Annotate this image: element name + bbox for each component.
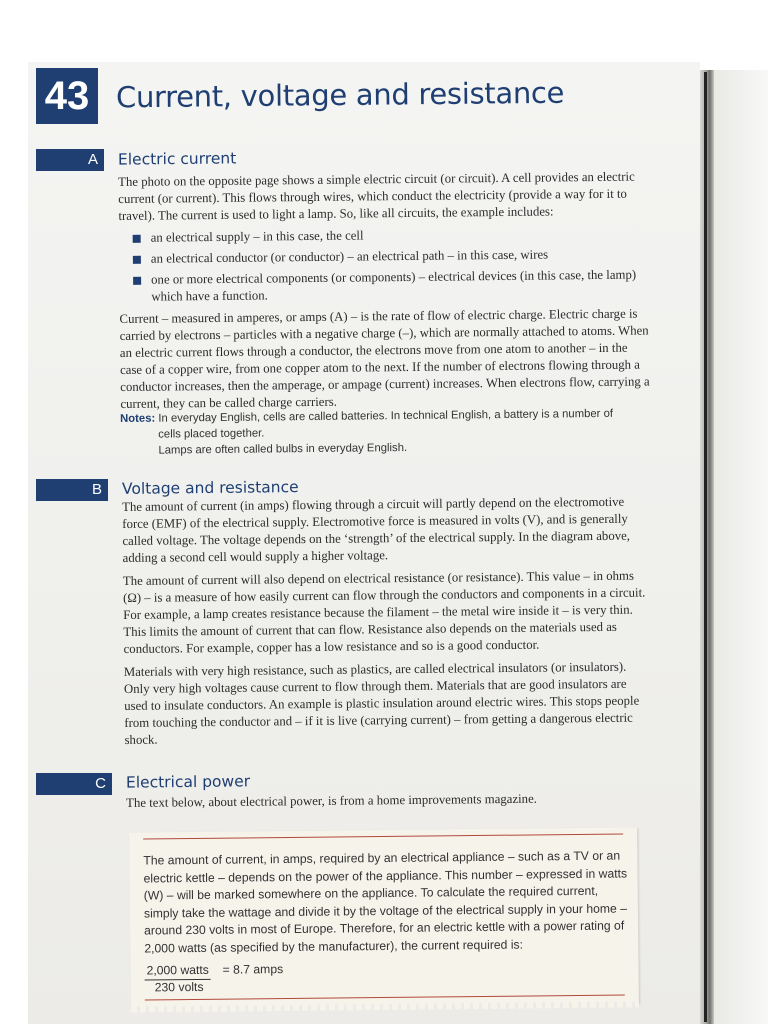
unit-number: 43 [36,68,98,124]
section-a-bullet-list [119,224,650,306]
section-c-heading: Electrical power [125,772,251,792]
facing-page-edge [714,70,768,1024]
fraction-denominator: 230 volts [154,979,204,994]
clipping-top-rule [143,833,623,839]
clipping-text [143,847,632,996]
section-b-marker: B [36,479,108,501]
section-c-intro: The text below, about electrical power, is from a home improvements magazine. [126,791,537,810]
list-item: an electrical conductor (or conductor) – an electrical path – in this case, wires [129,245,649,267]
list-item: one or more electrical components (or components) – electrical devices (in this case, the lamp) which have a function. [129,266,649,305]
section-a-marker: A [36,149,104,171]
section-b-body [122,493,651,748]
clipping-bottom-rule [145,994,625,1000]
section-a-notes [120,405,650,459]
current-calculation [144,957,632,996]
section-a-intro: The photo on the opposite page shows a simple electric circuit (or circuit). A cell provides an electric current (or current). This flows through wires, which conduct the electricity (provide a way for it to travel). The current is used to light a lamp. So, like all circuits, the example includes: [118,169,635,223]
unit-title: Current, voltage and resistance [115,75,565,115]
section-b-voltage-paragraph: The amount of current (in amps) flowing through a circuit will partly depend on the electromotive force (EMF) of the electrical supply. Electromotive force is measured in volts (V), and is generally called voltage. The voltage depends on the ‘strength’ of the electrical supply. In the diagram above, adding a second cell would supply a higher voltage. [122,494,631,565]
list-item: an electrical supply – in this case, the cell [129,224,649,246]
section-c-marker: C [36,773,112,795]
magazine-clipping [129,827,639,1008]
notes-label: Notes: [120,412,156,425]
book-spine [700,70,714,1024]
section-a-current-paragraph: Current – measured in amperes, or amps (A) – is the rate of flow of electric charge. Electric charge is carried by electrons – particles with a negative charge (–), which are normally attached to atoms. When an electric current flows through a conductor, the electrons move from one atom to another – in the case of a copper wire, from one copper atom to the next. If the number of electrons flowing through a conductor increases, then the amperage, or ampage (current) increases. When electrons flow, carrying a current, they can be called charge carriers. [119,306,650,411]
fraction-numerator: 2,000 watts [144,961,211,980]
section-a-body [118,168,650,413]
spine-edge [704,72,707,1022]
notes-line: cells placed together. [158,427,265,441]
section-b-heading: Voltage and resistance [121,478,299,498]
clipping-paragraph: The amount of current, in amps, required by an electrical appliance – such as a TV or an electric kettle – depends on the power of the appliance. This number – expressed in watts (W) – will be marked somewhere on the appliance. To calculate the required current, simply take the wattage and divide it by the voltage of the electrical supply in your home – around 230 volts in most of Europe. Therefore, for an electric kettle with a power rating of 2,000 watts (as specified by the manufacturer), the current required is: [143,848,628,956]
fraction-result: = 8.7 amps [222,961,284,977]
section-b-resistance-paragraph: The amount of current will also depend on electrical resistance (or resistance). This value – in ohms (Ω) – is a measure of how easily current can flow through the conductors and components in a circuit. For example, a lamp creates resistance because the filament – the metal wire inside it – is very thin. This limits the amount of current that can flow. Resistance also depends on the materials used as conductors. For example, copper has a low resistance and so is a good conductor. [122,568,646,656]
section-a-heading: Electric current [117,149,237,169]
notes-line: In everyday English, cells are called batteries. In technical English, a battery is a number of [158,407,614,425]
section-b-insulators-paragraph: Materials with very high resistance, such as plastics, are called electrical insulators (or insulators). Only very high voltages cause current to flow through them. Materials that are good insulators are used to insulate conductors. An example is plastic insulation around electric wires. This stops people from touching the conductor and – if it is live (carrying current) – from getting a dangerous electric shock. [123,659,640,747]
notes-line: Lamps are often called bulbs in everyday English. [158,441,408,457]
